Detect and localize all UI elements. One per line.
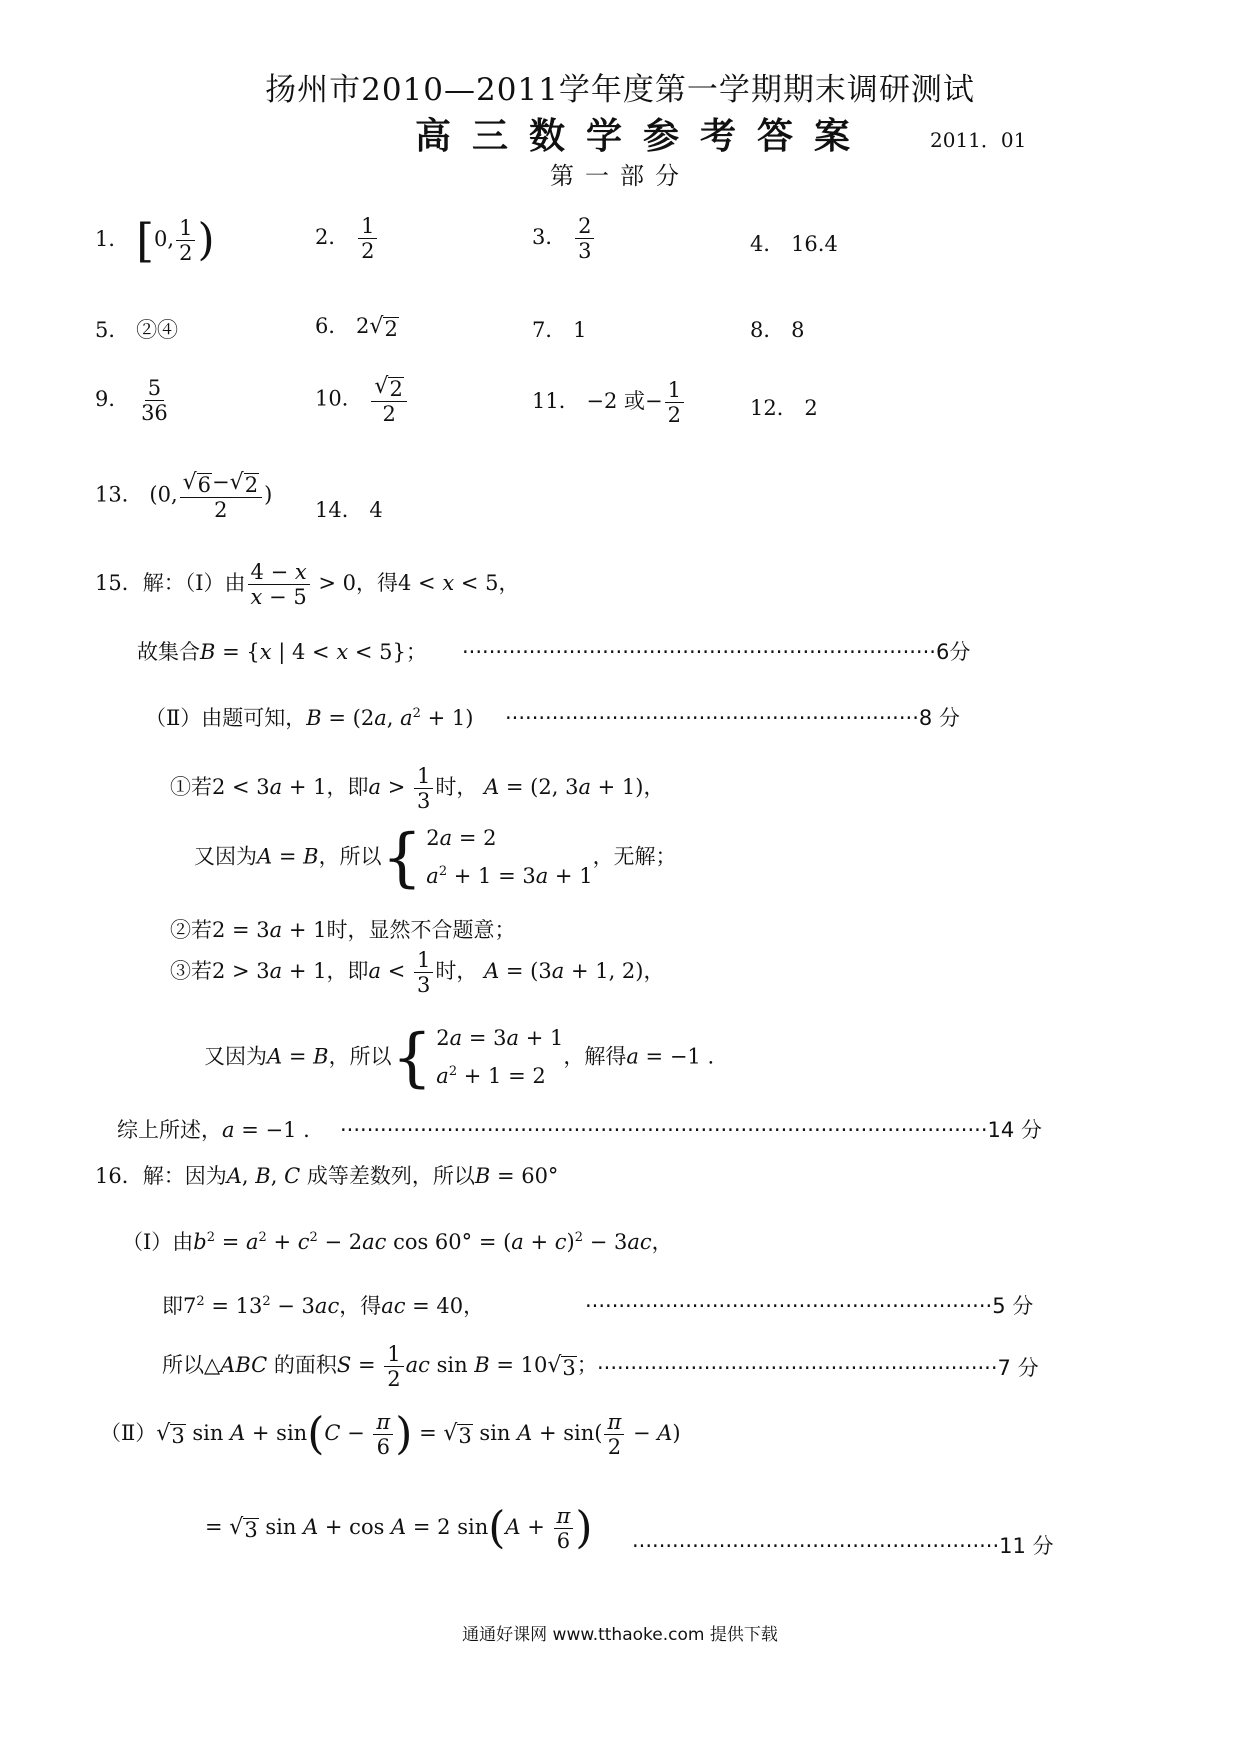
p15-line-1: 15．解：（Ⅰ）由 $\frac{4 - x}{x - 5}$ > 0，得4 < x < 5， [95,560,520,610]
title-line-1: 扬州市2010—2011学年度第一学期期末调研测试 [265,72,975,108]
p16-intro: 16．解：因为A, B, C 成等差数列，所以B = 60° [95,1164,559,1188]
answer-5: 5． ②④ [95,318,179,342]
answer-6: 6． 2 √ 2 [315,314,398,341]
paren-right: ) [197,214,215,266]
fraction: $\frac{2}{3}$ [575,214,594,263]
p15-part-2: （Ⅱ）由题可知，B = (2a, $a^2 + 1$) [145,706,474,730]
answer-9: 9． $\frac{5}{36}$ [95,376,168,426]
p16-area: 所以△ABC 的面积S = $\frac{1}{2}$ ac sin B = 10 √ 3 ； [162,1342,598,1392]
p16-score-11: ·······················································11 分 [632,1534,1054,1558]
section-title: 第一部分 [550,162,690,190]
footer: 通通好课网 www.tthaoke.com 提供下载 [462,1625,778,1645]
fraction: $\frac{1}{2}$ [358,214,377,263]
answer-2 [315,214,379,263]
answer-number: 2． [315,225,350,250]
p15-score-6: ·······································································6分 [462,640,971,664]
answer-11: 11． −2 或− $\frac{1}{2}$ [532,378,686,427]
p16-part-2: （Ⅱ） √ 3 sin A + sin(C − $\frac{\pi}{6}$ ) = √ 3 sin A + sin( $\frac{\pi}{2}$ − A) [100,1408,681,1460]
p15-case-2: ②若2 = 3a + 1时，显然不合题意； [170,918,516,942]
answer-14: 14． 4 [315,498,383,522]
fraction: $\frac{1}{2}$ [176,216,195,265]
p15-case-1b: 又因为A = B，所以 { 2a = 2 $a^2 + 1 = 3a + 1$ ，无解； [194,820,677,895]
p15-summary: 综上所述，a = −1 . [117,1118,310,1142]
p15-case-3b: 又因为A = B，所以 { 2a = 3a + 1 $a^2 + 1 = 2$ ，解得a = −1 . [204,1020,715,1095]
date: 2011．01 [930,128,1027,152]
answer-8: 8． 8 [750,318,805,342]
title-line-2: 高三数学参考答案 [415,115,872,157]
answer-4: 4． 16.4 [750,232,838,256]
p15-score-14: ·································································································14 分 [340,1118,1042,1142]
answer-number: 1． [95,227,130,252]
answer-7: 7． 1 [532,318,587,342]
p15-score-8: ······························································8 分 [505,706,960,730]
answer-13: 13． (0, √ 6 − √ 2 2 ) [95,470,273,523]
p16-part-1b: 即$7^2 = 13^2 - 3ac$，得ac = 40， [162,1294,485,1318]
p15-case-3: ③若2 > 3a + 1，即a < $\frac{1}{3}$ 时， A = (3a + 1, 2)， [170,948,665,998]
p15-line-2: 故集合B = {x | 4 < x < 5}； [137,640,427,664]
answer-number: 3． [532,225,567,250]
p16-score-5: ·····························································5 分 [585,1294,1034,1318]
answer-1: 1． [0, $\frac{1}{2}$ ) [95,213,215,268]
bracket-left: [ [136,213,155,268]
answer-3 [532,214,596,263]
answer-10: 10． √ 2 2 [315,374,409,426]
answer-12: 12． 2 [750,396,818,420]
p16-part-2b: = √ 3 sin A + cos A = 2 sin(A + $\frac{\pi}{6}$ ) [205,1502,593,1554]
p15-case-1: ①若2 < 3a + 1，即a > $\frac{1}{3}$ 时， A = (2, 3a + 1)， [170,764,665,814]
p16-part-1: （Ⅰ）由$b^2 = a^2 + c^2 - 2ac$ $\cos 60^\circ = (a + c)^2 - 3ac$， [122,1230,673,1254]
p16-score-7: ····························································7 分 [597,1356,1039,1380]
